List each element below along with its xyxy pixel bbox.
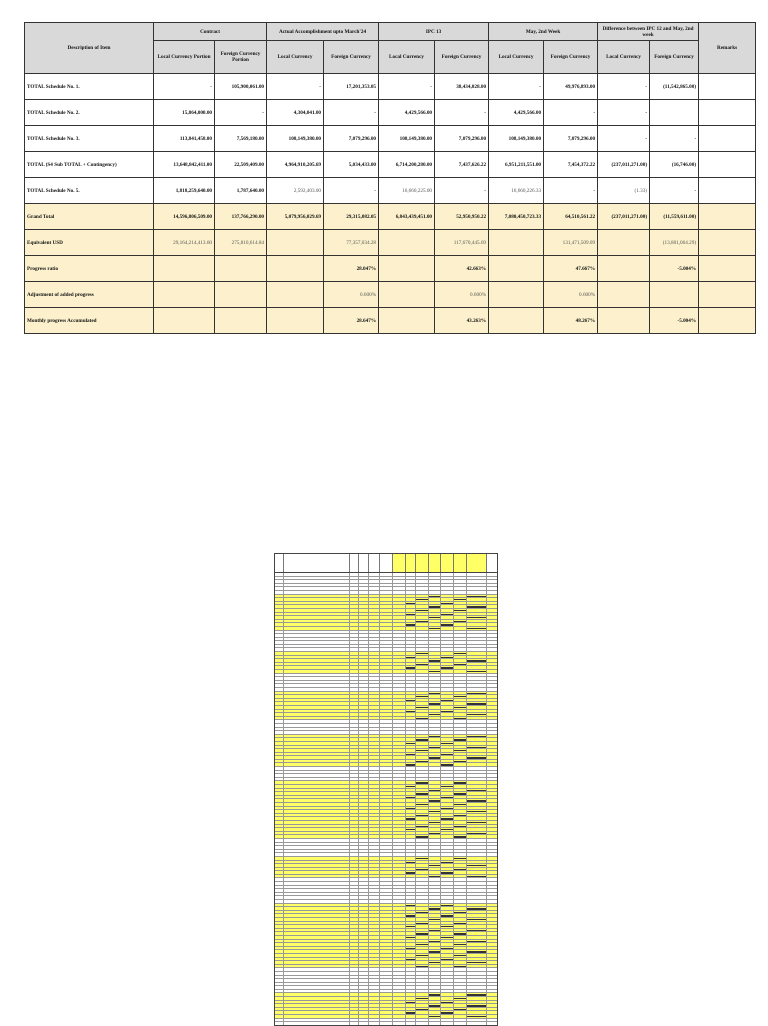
table-cell: 108,149,380.00 bbox=[379, 126, 435, 152]
table-cell bbox=[598, 230, 650, 256]
table-cell: 29,164,214,413.60 bbox=[154, 230, 215, 256]
table-cell: 117,670,445.69 bbox=[435, 230, 489, 256]
table-cell: 15,864,000.00 bbox=[154, 100, 215, 126]
table-cell: 6,843,439,451.00 bbox=[379, 204, 435, 230]
table-cell: 38,434,028.00 bbox=[435, 74, 489, 100]
table-cell: 0.600% bbox=[435, 282, 489, 308]
row-label: Monthly progress Accumulated bbox=[25, 308, 154, 334]
table-cell: - bbox=[324, 100, 379, 126]
table-cell bbox=[598, 256, 650, 282]
table-cell: 105,900,061.00 bbox=[215, 74, 267, 100]
table-cell: - bbox=[267, 74, 324, 100]
table-cell: 16,660,226.33 bbox=[489, 178, 544, 204]
table-cell bbox=[379, 308, 435, 334]
table-cell bbox=[598, 308, 650, 334]
table-cell: 22,509,409.00 bbox=[215, 152, 267, 178]
remarks-cell bbox=[699, 100, 756, 126]
group-header-may-week2: May, 2nd Week bbox=[489, 23, 598, 41]
remarks-cell bbox=[699, 256, 756, 282]
table-cell: 7,079,296.00 bbox=[544, 126, 598, 152]
remarks-cell bbox=[699, 308, 756, 334]
table-cell: 43.263% bbox=[435, 308, 489, 334]
table-cell: 48.267% bbox=[544, 308, 598, 334]
table-cell: 4,429,566.00 bbox=[379, 100, 435, 126]
remarks-cell bbox=[699, 178, 756, 204]
table-cell: 4,429,566.00 bbox=[489, 100, 544, 126]
group-header-difference: Difference between IPC 12 and May, 2nd week bbox=[598, 23, 699, 41]
table-cell: 275,810,614.84 bbox=[215, 230, 267, 256]
table-cell bbox=[379, 230, 435, 256]
table-cell: - bbox=[379, 74, 435, 100]
table-cell: 7,079,296.00 bbox=[324, 126, 379, 152]
thumbnail-header bbox=[275, 554, 497, 573]
remarks-cell bbox=[699, 230, 756, 256]
subheader: Foreign Currency bbox=[650, 41, 699, 74]
table-cell: 1,787,640.00 bbox=[215, 178, 267, 204]
table-cell: 5,034,433.00 bbox=[324, 152, 379, 178]
table-cell: 6,951,211,551.00 bbox=[489, 152, 544, 178]
table-cell bbox=[379, 256, 435, 282]
table-cell bbox=[598, 282, 650, 308]
subheader: Local Currency bbox=[267, 41, 324, 74]
summary-table bbox=[24, 22, 756, 334]
table-cell: 17,201,353.05 bbox=[324, 74, 379, 100]
table-cell: 42.663% bbox=[435, 256, 489, 282]
table-row bbox=[25, 126, 756, 152]
table-cell bbox=[215, 256, 267, 282]
table-cell bbox=[215, 282, 267, 308]
table-cell: - bbox=[435, 178, 489, 204]
table-cell: - bbox=[215, 100, 267, 126]
table-cell bbox=[267, 308, 324, 334]
table-cell: - bbox=[598, 74, 650, 100]
thumbnail-body bbox=[275, 573, 497, 1026]
subheader: Local Currency bbox=[379, 41, 435, 74]
table-cell: - bbox=[544, 100, 598, 126]
subheader: Foreign Currency bbox=[544, 41, 598, 74]
remarks-header: Remarks bbox=[699, 23, 756, 74]
group-header-contract: Contract bbox=[154, 23, 267, 41]
remarks-cell bbox=[699, 152, 756, 178]
table-cell: (16,746.00) bbox=[650, 152, 699, 178]
table-cell: (11,559,611.00) bbox=[650, 204, 699, 230]
table-cell: - bbox=[650, 126, 699, 152]
table-cell: 47.667% bbox=[544, 256, 598, 282]
thumbnail-row bbox=[275, 1022, 497, 1026]
table-cell: 7,080,450,723.33 bbox=[489, 204, 544, 230]
table-row bbox=[25, 308, 756, 334]
remarks-cell bbox=[699, 204, 756, 230]
table-cell bbox=[154, 308, 215, 334]
table-cell bbox=[267, 282, 324, 308]
table-cell: 108,149,380.00 bbox=[267, 126, 324, 152]
table-cell: - bbox=[324, 178, 379, 204]
table-row bbox=[25, 256, 756, 282]
table-cell bbox=[379, 282, 435, 308]
remarks-cell bbox=[699, 282, 756, 308]
table-row bbox=[25, 230, 756, 256]
table-row bbox=[25, 204, 756, 230]
table-cell: - bbox=[489, 74, 544, 100]
table-cell: 1,818,259,640.00 bbox=[154, 178, 215, 204]
row-label: TOTAL Schedule No. 5. bbox=[25, 178, 154, 204]
table-cell: 4,964,910,205.69 bbox=[267, 152, 324, 178]
table-cell bbox=[650, 282, 699, 308]
table-row bbox=[25, 178, 756, 204]
row-label: Grand Total bbox=[25, 204, 154, 230]
table-cell: 0.600% bbox=[324, 282, 379, 308]
row-label: TOTAL Schedule No. 1. bbox=[25, 74, 154, 100]
table-cell bbox=[489, 230, 544, 256]
table-cell: - bbox=[598, 126, 650, 152]
table-cell: (13,801,064.29) bbox=[650, 230, 699, 256]
table-cell: (237,011,271.00) bbox=[598, 152, 650, 178]
row-label: Equivalent USD bbox=[25, 230, 154, 256]
subheader: Foreign Currency bbox=[435, 41, 489, 74]
table-cell: -5.004% bbox=[650, 308, 699, 334]
table-cell: (1.33) bbox=[598, 178, 650, 204]
table-cell: 7,437,626.22 bbox=[435, 152, 489, 178]
table-cell bbox=[489, 256, 544, 282]
table-cell: - bbox=[544, 178, 598, 204]
table-cell: 77,357,034.28 bbox=[324, 230, 379, 256]
table-cell: - bbox=[650, 178, 699, 204]
table-row bbox=[25, 100, 756, 126]
table-row bbox=[25, 74, 756, 100]
table-cell: 7,569,180.00 bbox=[215, 126, 267, 152]
table-cell bbox=[154, 282, 215, 308]
table-cell: 14,596,806,509.00 bbox=[154, 204, 215, 230]
row-label: Adjustment of added progress bbox=[25, 282, 154, 308]
table-cell: 13,648,842,411.00 bbox=[154, 152, 215, 178]
table-cell: -5.004% bbox=[650, 256, 699, 282]
table-cell: 7,079,296.00 bbox=[435, 126, 489, 152]
table-cell: - bbox=[598, 100, 650, 126]
table-cell: 28.647% bbox=[324, 308, 379, 334]
table-cell bbox=[215, 308, 267, 334]
table-cell: - bbox=[435, 100, 489, 126]
table-cell bbox=[489, 282, 544, 308]
table-cell: 49,976,893.00 bbox=[544, 74, 598, 100]
table-cell: 137,766,290.00 bbox=[215, 204, 267, 230]
table-cell bbox=[267, 230, 324, 256]
table-cell: 28.047% bbox=[324, 256, 379, 282]
table-cell bbox=[489, 308, 544, 334]
table-cell bbox=[650, 100, 699, 126]
subheader: Foreign Currency bbox=[324, 41, 379, 74]
table-cell: 5,079,956,029.69 bbox=[267, 204, 324, 230]
row-label: Progress ratio bbox=[25, 256, 154, 282]
table-cell: 29,315,082.05 bbox=[324, 204, 379, 230]
subheader: Local Currency bbox=[489, 41, 544, 74]
table-cell: 6,714,200,280.00 bbox=[379, 152, 435, 178]
subheader: Foreign Currency Portion bbox=[215, 41, 267, 74]
row-label: TOTAL (S4 Sub TOTAL + Contingency) bbox=[25, 152, 154, 178]
table-cell: 52,950,950.22 bbox=[435, 204, 489, 230]
subheader: Local Currency Portion bbox=[154, 41, 215, 74]
row-label: TOTAL Schedule No. 3. bbox=[25, 126, 154, 152]
summary-body bbox=[25, 74, 756, 334]
subheader: Local Currency bbox=[598, 41, 650, 74]
table-row bbox=[25, 152, 756, 178]
spreadsheet-thumbnail bbox=[274, 553, 498, 1026]
table-cell: 16,660,225.00 bbox=[379, 178, 435, 204]
table-cell: 113,841,458.00 bbox=[154, 126, 215, 152]
group-header-actual: Actual Accomplishment upto March'24 bbox=[267, 23, 379, 41]
table-cell: 7,454,372.22 bbox=[544, 152, 598, 178]
table-cell: (11,542,865.00) bbox=[650, 74, 699, 100]
table-cell: 131,471,509.09 bbox=[544, 230, 598, 256]
table-cell: 2,592,403.00 bbox=[267, 178, 324, 204]
table-cell: 64,510,561.22 bbox=[544, 204, 598, 230]
remarks-cell bbox=[699, 74, 756, 100]
remarks-cell bbox=[699, 126, 756, 152]
description-header: Description of Item bbox=[25, 23, 154, 74]
table-row bbox=[25, 282, 756, 308]
table-cell bbox=[154, 256, 215, 282]
table-cell: (237,011,271.00) bbox=[598, 204, 650, 230]
table-cell: 108,149,380.00 bbox=[489, 126, 544, 152]
group-header-ipc13: IPC 13 bbox=[379, 23, 489, 41]
table-cell: - bbox=[154, 74, 215, 100]
table-cell: 0.600% bbox=[544, 282, 598, 308]
row-label: TOTAL Schedule No. 2. bbox=[25, 100, 154, 126]
table-cell bbox=[267, 256, 324, 282]
table-cell: 4,304,041.00 bbox=[267, 100, 324, 126]
